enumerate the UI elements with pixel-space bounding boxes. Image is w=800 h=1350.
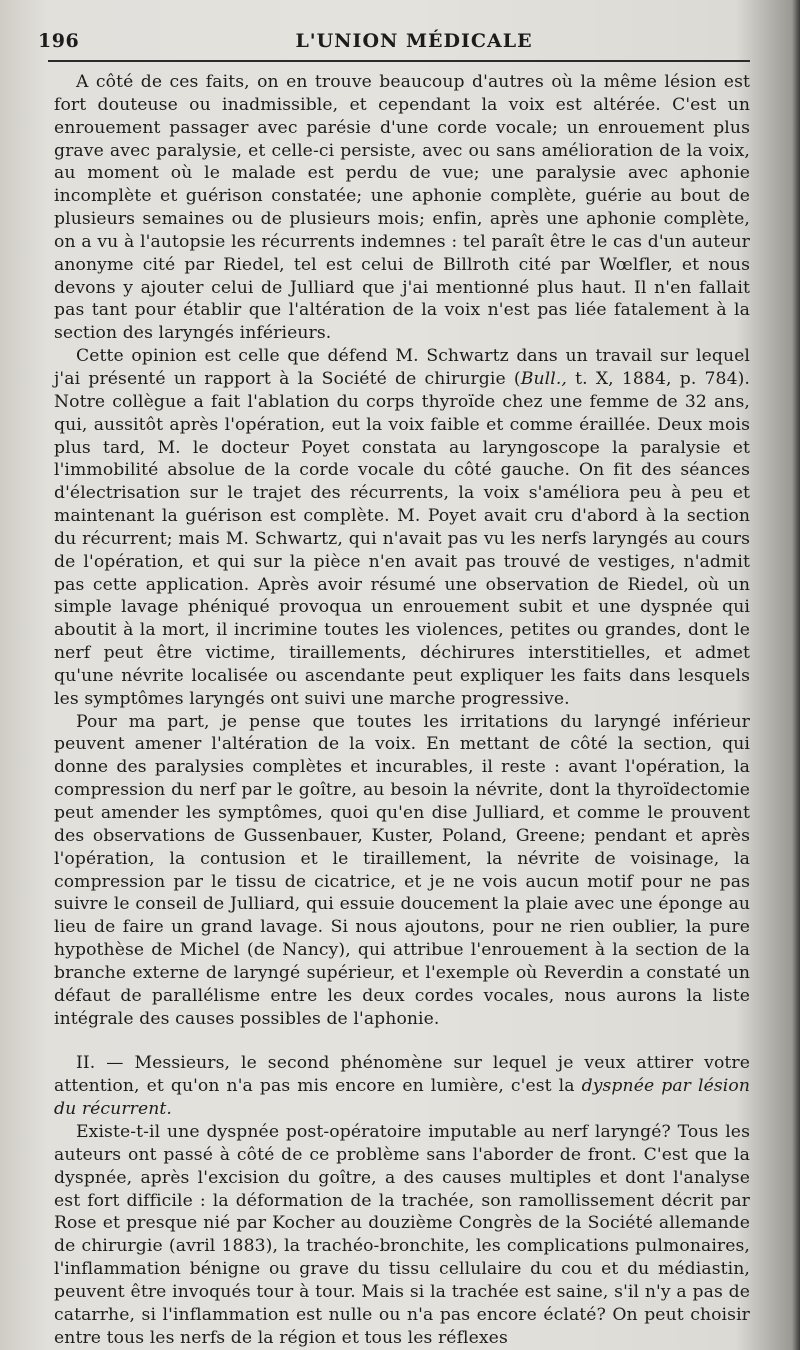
paragraph-2-start: Cette opinion est celle que défend M. Schwartz dans un travail sur lequel j'ai présenté un rapport à la Société de chirurgie ( — [54, 346, 750, 389]
header-rule — [48, 60, 750, 62]
paragraph-4 — [54, 1052, 750, 1121]
paragraph-4-start: II. — Messieurs, le second phénomène sur lequel je veux attirer votre attention, et qu'on n'a pas mis encore en lumière, c'est la — [54, 1053, 750, 1097]
body-text — [54, 71, 750, 1349]
paragraph-4-emphasis: dyspnée par lésion du récurrent. — [54, 1076, 750, 1120]
paragraph-2 — [54, 345, 750, 711]
paragraph-2-citation: Bull., — [520, 368, 567, 389]
running-head: L'UNION MÉDICALE — [295, 30, 533, 52]
paragraph-5: Existe-t-il une dyspnée post-opératoire imputable au nerf laryngé? Tous les auteurs ont passé à côté de ce problème sans l'aborder de front. C'est que la dyspnée, après l'excision du goître, a des causes multiples et dont l'analyse est fort difficile : la déformation de la trachée, son ramollissement décrit par Rose et presque nié par Kocher au douzième Congrès de la Société allemande de chirurgie (avril 1883), la trachéo-bronchite, les complications pulmonaires, l'inflammation bénigne ou grave du tissu cellulaire du cou et du médiastin, peuvent être invoqués tour à tour. Mais si la trachée est saine, s'il n'y a pas de catarrhe, si l'inflammation est nulle ou n'a pas encore éclaté? On peut choisir entre tous les nerfs de la région et tous les réflexes — [54, 1121, 750, 1348]
paragraph-2-end: t. X, 1884, p. 784). Notre collègue a fait l'ablation du corps thyroïde chez une femme de 32 ans, qui, aussitôt après l'opération, eut la voix faible et comme éraillée. Deux mois plus tard, M. le docteur Poyet constata au laryngoscope la paralysie et l'immobilité absolue de la corde vocale du côté gauche. On fit des séances d'électrisation sur le trajet des récurrents, la voix s'améliora peu à peu et maintenant la guérison est complète. M. Poyet avait cru d'abord à la section du récurrent; mais M. Schwartz, qui n'avait pas vu les nerfs laryngés au cours de l'opération, et qui sur la pièce n'en avait pas trouvé de vestiges, n'admit pas cette application. Après avoir résumé une observation de Riedel, où un simple lavage phéniqué provoqua un enrouement subit et une dyspnée qui aboutit à la mort, il incrimine toutes les violences, petites ou grandes, dont le nerf peut être victime, tiraillements, déchirures interstitielles, et admet qu'une névrite localisée ou ascendante peut expliquer les faits dans lesquels les symptômes laryngés ont suivi une marche progressive. — [54, 368, 750, 709]
page-number: 196 — [38, 30, 80, 52]
paragraph-1: A côté de ces faits, on en trouve beaucoup d'autres où la même lésion est fort douteuse ou inadmissible, et cependant la voix est altérée. C'est un enrouement passager avec parésie d'une corde vocale; un enrouement plus grave avec paralysie, et celle-ci persiste, avec ou sans amélioration de la voix, au moment où le malade est perdu de vue; une paralysie avec aphonie incomplète et guérison constatée; une aphonie complète, guérie au bout de plusieurs semaines ou de plusieurs mois; enfin, après une aphonie complète, on a vu à l'autopsie les récurrents indemnes : tel paraît être le cas d'un auteur anonyme cité par Riedel, tel est celui de Billroth cité par Wœlfler, et nous devons y ajouter celui de Julliard que j'ai mentionné plus haut. Il n'en fallait pas tant pour établir que l'altération de la voix n'est pas liée fatalement à la section des laryngés inférieurs. — [54, 72, 750, 344]
page-header — [38, 24, 750, 64]
paragraph-3: Pour ma part, je pense que toutes les irritations du laryngé inférieur peuvent amener l'altération de la voix. En mettant de côté la section, qui donne des paralysies complètes et incurables, il reste : avant l'opération, la compression du nerf par le goître, au besoin la névrite, dont la thyroïdectomie peut amender les symptômes, quoi qu'en dise Julliard, et comme le prouvent des observations de Gussenbauer, Kuster, Poland, Greene; pendant et après l'opération, la contusion et le tiraillement, la névrite de voisinage, la compression par le tissu de cicatrice, et je ne vois aucun motif pour ne pas suivre le conseil de Julliard, qui essuie doucement la plaie avec une éponge au lieu de faire un grand lavage. Si nous ajoutons, pour ne rien oublier, la pure hypothèse de Michel (de Nancy), qui attribue l'enrouement à la section de la branche externe de laryngé supérieur, et l'exemple où Reverdin a constaté un défaut de parallélisme entre les deux cordes vocales, nous aurons la liste intégrale des causes possibles de l'aphonie. — [54, 711, 750, 1029]
